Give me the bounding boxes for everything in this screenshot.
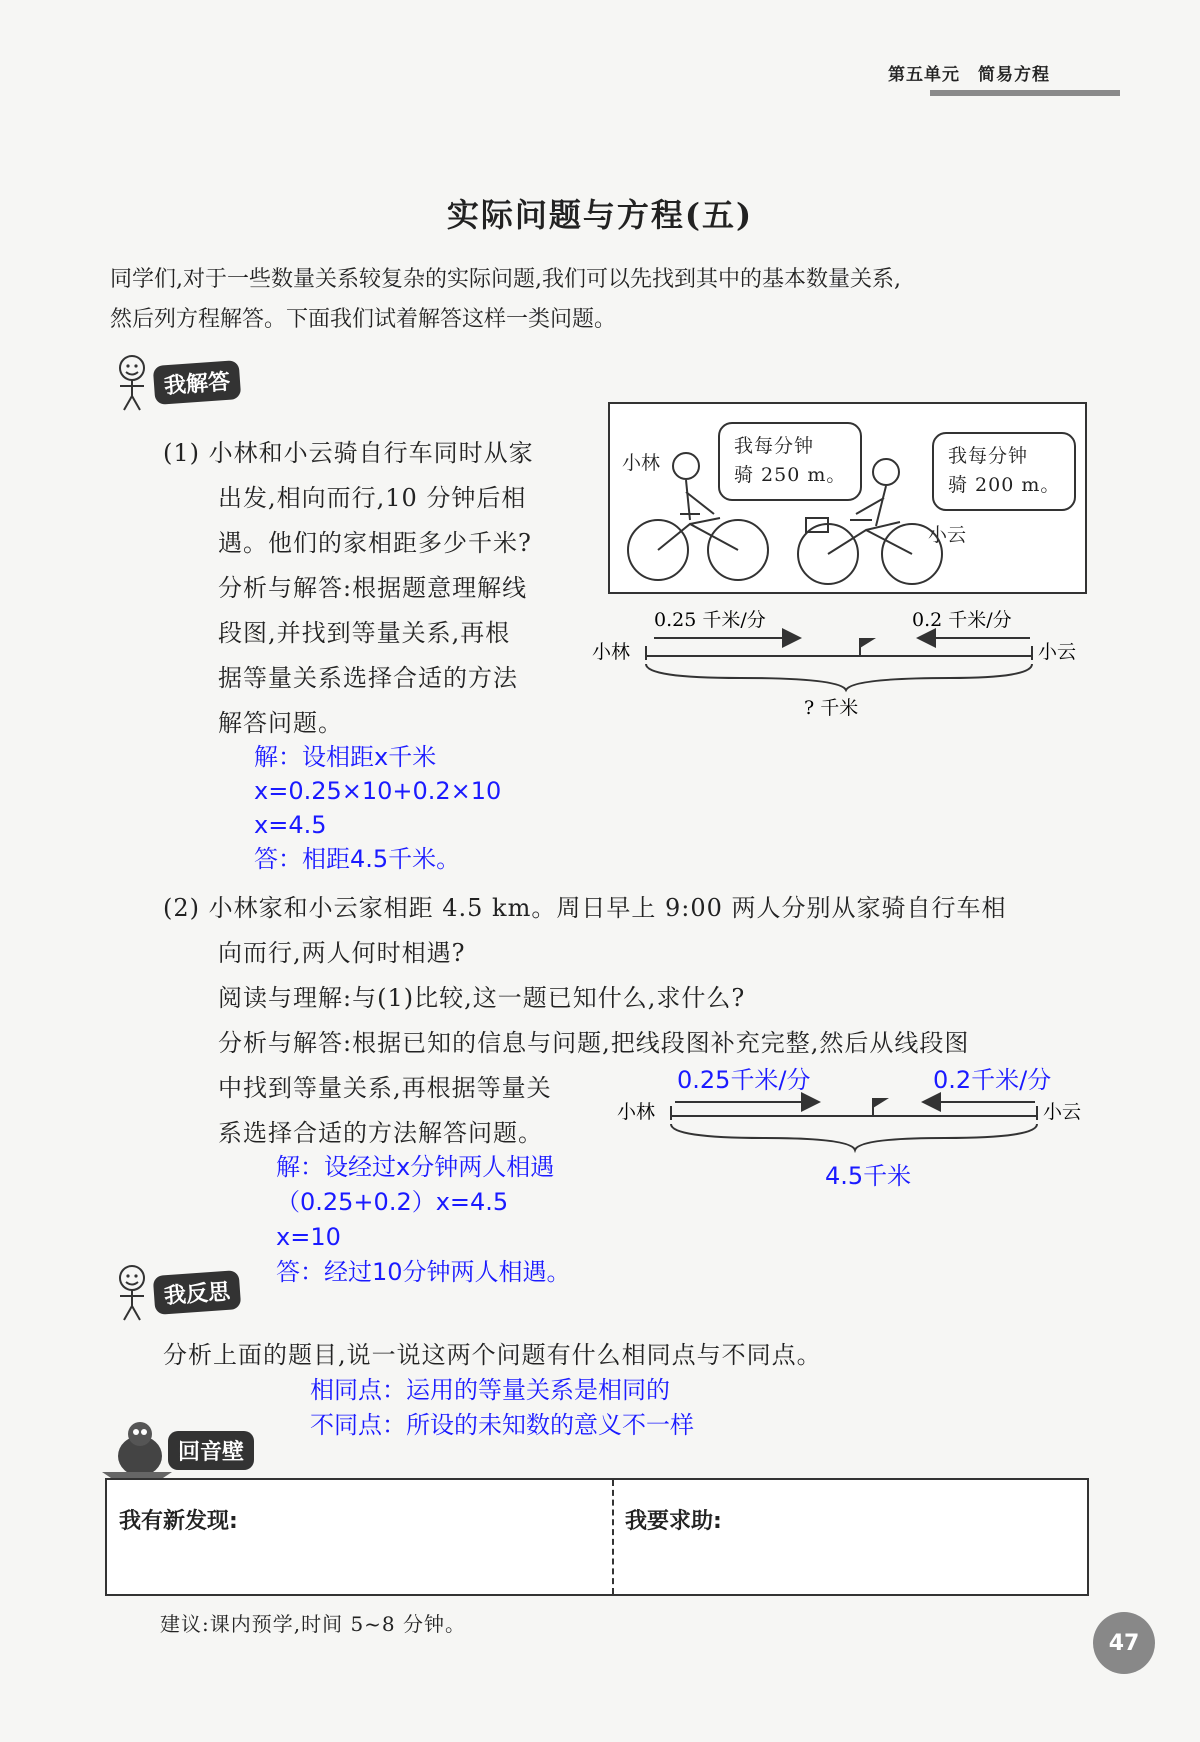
problem1-answer-line-4: 答：相距4.5千米。	[254, 845, 461, 873]
feedback-help-label: 我要求助:	[625, 1509, 722, 1534]
diagram2-label-right: 小云	[1043, 1101, 1082, 1123]
bubble-lin-line-1: 我每分钟	[734, 435, 815, 457]
problem1-line-1: (1) 小林和小云骑自行车同时从家	[163, 439, 534, 467]
problem2-line-1: (2) 小林家和小云家相距 4.5 km。周日早上 9:00 两人分别从家骑自行车相	[163, 894, 1007, 922]
diagram2-speed-right: 0.2千米/分	[933, 1066, 1052, 1094]
segment-diagram-1-svg	[590, 600, 1100, 720]
page-number: 47	[1093, 1612, 1155, 1674]
section-solve-label: 我解答	[153, 360, 242, 405]
problem1-answer-line-3: x=4.5	[254, 811, 327, 839]
section-reflect-label: 我反思	[153, 1270, 242, 1315]
bicycles-icon	[610, 444, 1080, 590]
problem1-line-5: 段图,并找到等量关系,再根	[218, 619, 511, 647]
feedback-divider	[612, 1480, 614, 1594]
problem2-answer-line-4: 答：经过10分钟两人相遇。	[276, 1258, 571, 1286]
problem1-answer	[254, 740, 501, 876]
segment-diagram-1	[590, 600, 1100, 720]
problem1-line-3: 遇。他们的家相距多少千米?	[218, 529, 532, 557]
problem2-line-3: 阅读与理解:与(1)比较,这一题已知什么,求什么?	[218, 984, 746, 1012]
problem1-line-6: 据等量关系选择合适的方法	[218, 664, 518, 692]
diagram2-meet-flag	[873, 1098, 889, 1108]
cyclist-illustration	[608, 402, 1087, 594]
problem2-line-6: 系选择合适的方法解答问题。	[218, 1119, 543, 1147]
illustration-name-yun: 小云	[928, 524, 967, 546]
problem1-line-7: 解答问题。	[218, 709, 343, 737]
bubble-yun-line-1: 我每分钟	[948, 445, 1029, 467]
problem2-answer	[276, 1150, 571, 1290]
problem1-answer-line-1: 解：设相距x千米	[254, 743, 437, 771]
feedback-discover-label: 我有新发现:	[119, 1509, 238, 1534]
smiley-figure-icon	[112, 1262, 154, 1322]
diagram1-total: ? 千米	[804, 697, 859, 719]
page-title: 实际问题与方程(五)	[446, 196, 754, 234]
intro-line-1: 同学们,对于一些数量关系较复杂的实际问题,我们可以先找到其中的基本数量关系,	[110, 267, 901, 292]
diagram1-meet-flag	[860, 638, 876, 648]
section-echo-label: 回音壁	[168, 1431, 254, 1470]
suggestion-note: 建议:课内预学,时间 5~8 分钟。	[160, 1612, 467, 1636]
reflect-question: 分析上面的题目,说一说这两个问题有什么相同点与不同点。	[163, 1341, 822, 1369]
reflect-answer-2: 不同点：所设的未知数的意义不一样	[310, 1411, 694, 1439]
segment-diagram-2	[615, 1060, 1095, 1198]
bird-mascot-icon	[100, 1418, 176, 1482]
segment-diagram-2-svg	[615, 1060, 1095, 1198]
diagram2-speed-left: 0.25千米/分	[677, 1066, 811, 1094]
problem1-line-2: 出发,相向而行,10 分钟后相	[218, 484, 527, 512]
diagram1-speed-right: 0.2 千米/分	[912, 609, 1012, 631]
section-reflect-badge	[112, 1262, 240, 1322]
intro-line-2: 然后列方程解答。下面我们试着解答这样一类问题。	[110, 307, 617, 332]
problem2-answer-line-3: x=10	[276, 1223, 341, 1251]
bubble-yun-line-2: 骑 200 m。	[948, 474, 1061, 497]
problem2-answer-line-2: （0.25+0.2）x=4.5	[276, 1188, 509, 1216]
reflect-answer-1: 相同点：运用的等量关系是相同的	[310, 1376, 670, 1404]
diagram1-label-right: 小云	[1038, 641, 1077, 663]
problem2-line-5: 中找到等量关系,再根据等量关	[218, 1074, 552, 1102]
diagram2-label-left: 小林	[617, 1101, 656, 1123]
illustration-name-lin: 小林	[622, 452, 661, 474]
chapter-header: 第五单元 简易方程	[888, 65, 1050, 85]
header-bar	[930, 90, 1120, 96]
problem2-line-2: 向而行,两人何时相遇?	[218, 939, 466, 967]
problem1-answer-line-2: x=0.25×10+0.2×10	[254, 777, 502, 805]
diagram1-brace	[646, 664, 1032, 690]
feedback-box	[105, 1478, 1089, 1596]
problem2-line-4: 分析与解答:根据已知的信息与问题,把线段图补充完整,然后从线段图	[218, 1029, 970, 1057]
section-echo-badge	[100, 1418, 254, 1482]
diagram2-total: 4.5千米	[825, 1162, 912, 1190]
problem2-answer-line-1: 解：设经过x分钟两人相遇	[276, 1153, 555, 1181]
diagram1-speed-left: 0.25 千米/分	[654, 609, 766, 631]
bubble-lin-line-2: 骑 250 m。	[734, 464, 847, 487]
problem1-line-4: 分析与解答:根据题意理解线	[218, 574, 528, 602]
smiley-figure-icon	[112, 352, 154, 412]
diagram1-label-left: 小林	[592, 641, 631, 663]
diagram2-brace	[671, 1124, 1037, 1150]
section-solve-badge	[112, 352, 240, 412]
